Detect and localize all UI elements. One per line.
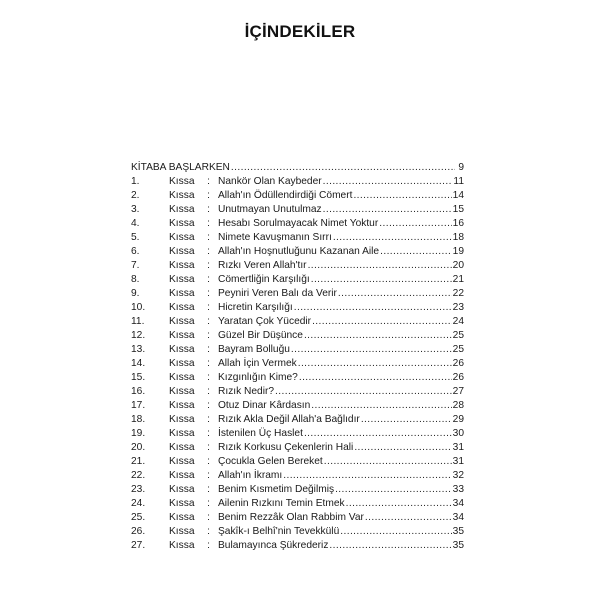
toc-entry-word: Kıssa [169,218,195,229]
toc-entry-separator: : [207,414,210,425]
toc-entry-title: Şakîk-ı Belhî'nin Tevekkülü [218,526,340,537]
toc-entry-number: 4. [131,218,140,229]
toc-entry-title: Kızgınlığın Kime? [218,372,298,383]
dot-leader [311,399,451,413]
toc-entry-row [131,329,464,343]
toc-entry-page: 26 [452,372,464,383]
toc-entry-row [131,231,464,245]
toc-entry-word: Kıssa [169,400,195,411]
toc-entry-row [131,455,464,469]
toc-entry-separator: : [207,456,210,467]
toc-entry-word: Kıssa [169,372,195,383]
toc-entry-separator: : [207,176,210,187]
toc-entry-separator: : [207,498,210,509]
toc-entry-row [131,413,464,427]
toc-entry-number: 26. [131,526,146,537]
toc-entry-row [131,175,464,189]
toc-entry-number: 1. [131,176,140,187]
toc-entry-title: Cömertliğin Karşılığı [218,274,310,285]
toc-entry-number: 3. [131,204,140,215]
toc-entry-row [131,371,464,385]
toc-entry-word: Kıssa [169,386,195,397]
toc-entry-word: Kıssa [169,302,195,313]
toc-entry-row [131,357,464,371]
dot-leader [346,497,452,511]
toc-entry-separator: : [207,512,210,523]
page-title: İÇİNDEKİLER [244,22,356,41]
toc-entry-separator: : [207,526,210,537]
toc-entry-number: 6. [131,246,140,257]
toc-entry-word: Kıssa [169,512,195,523]
toc-entry-page: 29 [452,414,464,425]
toc-entry-separator: : [207,442,210,453]
toc-entry-page: 34 [452,512,464,523]
toc-entry-separator: : [207,288,210,299]
toc-entry-title: Unutmayan Unutulmaz [218,204,322,215]
toc-entry-page: 25 [452,344,464,355]
toc-entry-page: 30 [452,428,464,439]
toc-entry-row [131,203,464,217]
toc-entry-page: 31 [452,442,464,453]
toc-entry-word: Kıssa [169,540,195,551]
toc-entry-title: Rızık Nedir? [218,386,275,397]
toc-entry-title: Güzel Bir Düşünce [218,330,303,341]
dot-leader [379,217,451,231]
toc-entry-separator: : [207,232,210,243]
toc-entry-row [131,217,464,231]
toc-entry-title: Ailenin Rızkını Temin Etmek [218,498,345,509]
toc-entry-word: Kıssa [169,316,195,327]
toc-entry-separator: : [207,260,210,271]
toc-entry-title: Bayram Bolluğu [218,344,290,355]
toc-entry-word: Kıssa [169,470,195,481]
toc-entry-word: Kıssa [169,204,195,215]
toc-entry-separator: : [207,302,210,313]
toc-entry-separator: : [207,470,210,481]
toc-entry-row [131,301,464,315]
toc-entry-title: Otuz Dinar Kârdasın [218,400,311,411]
toc-entry-number: 13. [131,344,146,355]
toc-entry-number: 12. [131,330,146,341]
toc-entries [131,175,464,553]
toc-entry-title: Rızık Korkusu Çekenlerin Hali [218,442,354,453]
toc-entry-word: Kıssa [169,428,195,439]
dot-leader [353,189,451,203]
toc-entry-word: Kıssa [169,456,195,467]
dot-leader [335,483,452,497]
toc-entry-number: 20. [131,442,146,453]
toc-entry-separator: : [207,400,210,411]
toc-entry-separator: : [207,344,210,355]
toc-entry-title: Benim Kısmetim Değilmiş [218,484,335,495]
toc-entry-separator: : [207,358,210,369]
toc-entry-separator: : [207,540,210,551]
toc-entry-title: Bulamayınca Şükrederiz [218,540,329,551]
toc-entry-separator: : [207,372,210,383]
toc-entry-number: 11. [131,316,145,327]
dot-leader [294,301,452,315]
toc-entry-title: Allah İçin Vermek [218,358,297,369]
toc-entry-separator: : [207,218,210,229]
toc-entry-separator: : [207,274,210,285]
dot-leader [354,441,451,455]
toc-entry-page: 14 [452,190,464,201]
dot-leader [304,427,452,441]
toc-entry-page: 35 [452,526,464,537]
toc-entry-word: Kıssa [169,288,195,299]
dot-leader [291,343,452,357]
toc-entry-row [131,245,464,259]
toc-entry-title: Nimete Kavuşmanın Sırrı [218,232,332,243]
toc-entry-row [131,525,464,539]
toc-entry-title: Allah'ın Hoşnutluğunu Kazanan Aile [218,246,380,257]
toc-entry-number: 2. [131,190,140,201]
table-of-contents [131,161,464,553]
toc-entry-row [131,273,464,287]
toc-entry-row [131,315,464,329]
toc-entry-number: 23. [131,484,146,495]
toc-entry-page: 28 [452,400,464,411]
toc-entry-row [131,399,464,413]
toc-entry-row [131,511,464,525]
toc-entry-word: Kıssa [169,344,195,355]
toc-entry-title: İstenilen Üç Haslet [218,428,303,439]
toc-entry-word: Kıssa [169,484,195,495]
toc-entry-page: 22 [452,288,464,299]
toc-entry-number: 21. [131,456,146,467]
toc-entry-word: Kıssa [169,498,195,509]
toc-entry-page: 23 [452,302,464,313]
toc-entry-title: Nankör Olan Kaybeder [218,176,322,187]
toc-entry-title: Hesabı Sorulmayacak Nimet Yoktur [218,218,379,229]
toc-entry-separator: : [207,316,210,327]
toc-entry-number: 19. [131,428,146,439]
dot-leader [323,203,452,217]
toc-entry-number: 16. [131,386,146,397]
toc-entry-row [131,427,464,441]
toc-entry-page: 35 [452,540,464,551]
dot-leader [283,469,451,483]
toc-entry-number: 15. [131,372,146,383]
dot-leader [304,329,452,343]
toc-entry-word: Kıssa [169,232,195,243]
toc-entry-title: Allah'ın İkramı [218,470,283,481]
dot-leader [324,455,452,469]
toc-entry-number: 10. [131,302,146,313]
toc-entry-page: 16 [452,218,464,229]
toc-entry-title: Rızık Akla Değil Allah'a Bağlıdır [218,414,360,425]
dot-leader [333,231,452,245]
toc-entry-row [131,287,464,301]
dot-leader [308,259,452,273]
toc-intro-row [131,161,464,175]
dot-leader [312,315,452,329]
toc-entry-number: 24. [131,498,146,509]
dot-leader [275,385,452,399]
toc-entry-title: Hicretin Karşılığı [218,302,293,313]
toc-entry-separator: : [207,484,210,495]
toc-entry-title: Benim Rezzâk Olan Rabbim Var [218,512,364,523]
dot-leader [329,539,451,553]
toc-entry-number: 18. [131,414,146,425]
toc-entry-word: Kıssa [169,526,195,537]
toc-entry-page: 15 [452,204,464,215]
toc-entry-page: 18 [452,232,464,243]
toc-entry-number: 7. [131,260,140,271]
dot-leader [365,511,452,525]
toc-entry-separator: : [207,386,210,397]
toc-entry-page: 32 [452,470,464,481]
toc-entry-word: Kıssa [169,358,195,369]
toc-entry-page: 21 [452,274,464,285]
toc-entry-title: Allah'ın Ödüllendirdiği Cömert [218,190,353,201]
toc-intro-page: 9 [458,162,464,173]
toc-entry-page: 31 [452,456,464,467]
toc-entry-word: Kıssa [169,330,195,341]
toc-entry-separator: : [207,246,210,257]
dot-leader [231,161,455,175]
dot-leader [380,245,452,259]
dot-leader [338,287,452,301]
toc-entry-row [131,469,464,483]
toc-entry-word: Kıssa [169,274,195,285]
dot-leader [298,357,452,371]
toc-entry-number: 8. [131,274,140,285]
toc-entry-page: 20 [452,260,464,271]
toc-entry-page: 27 [452,386,464,397]
toc-entry-word: Kıssa [169,442,195,453]
dot-leader [340,525,451,539]
toc-entry-row [131,385,464,399]
toc-entry-title: Çocukla Gelen Bereket [218,456,323,467]
toc-entry-title: Peyniri Veren Balı da Verir [218,288,337,299]
toc-entry-page: 11 [453,176,464,187]
toc-intro-label: KİTABA BAŞLARKEN [131,162,230,173]
toc-entry-word: Kıssa [169,190,195,201]
dot-leader [323,175,453,189]
toc-entry-row [131,539,464,553]
toc-entry-page: 19 [452,246,464,257]
toc-entry-number: 25. [131,512,146,523]
toc-entry-number: 17. [131,400,146,411]
toc-entry-number: 9. [131,288,140,299]
toc-entry-row [131,497,464,511]
toc-entry-row [131,189,464,203]
toc-entry-word: Kıssa [169,176,195,187]
toc-entry-separator: : [207,190,210,201]
toc-entry-page: 24 [452,316,464,327]
dot-leader [361,413,452,427]
toc-entry-title: Rızkı Veren Allah'tır [218,260,307,271]
toc-entry-row [131,441,464,455]
toc-entry-separator: : [207,204,210,215]
dot-leader [299,371,452,385]
dot-leader [311,273,452,287]
toc-entry-page: 26 [452,358,464,369]
toc-entry-word: Kıssa [169,246,195,257]
toc-entry-row [131,259,464,273]
toc-entry-word: Kıssa [169,414,195,425]
toc-entry-page: 25 [452,330,464,341]
toc-entry-row [131,343,464,357]
toc-entry-row [131,483,464,497]
toc-entry-number: 27. [131,540,146,551]
toc-entry-separator: : [207,428,210,439]
toc-entry-page: 33 [452,484,464,495]
toc-entry-number: 22. [131,470,146,481]
toc-entry-number: 14. [131,358,146,369]
toc-entry-word: Kıssa [169,260,195,271]
toc-entry-separator: : [207,330,210,341]
toc-entry-number: 5. [131,232,140,243]
toc-entry-page: 34 [452,498,464,509]
toc-entry-title: Yaratan Çok Yücedir [218,316,312,327]
